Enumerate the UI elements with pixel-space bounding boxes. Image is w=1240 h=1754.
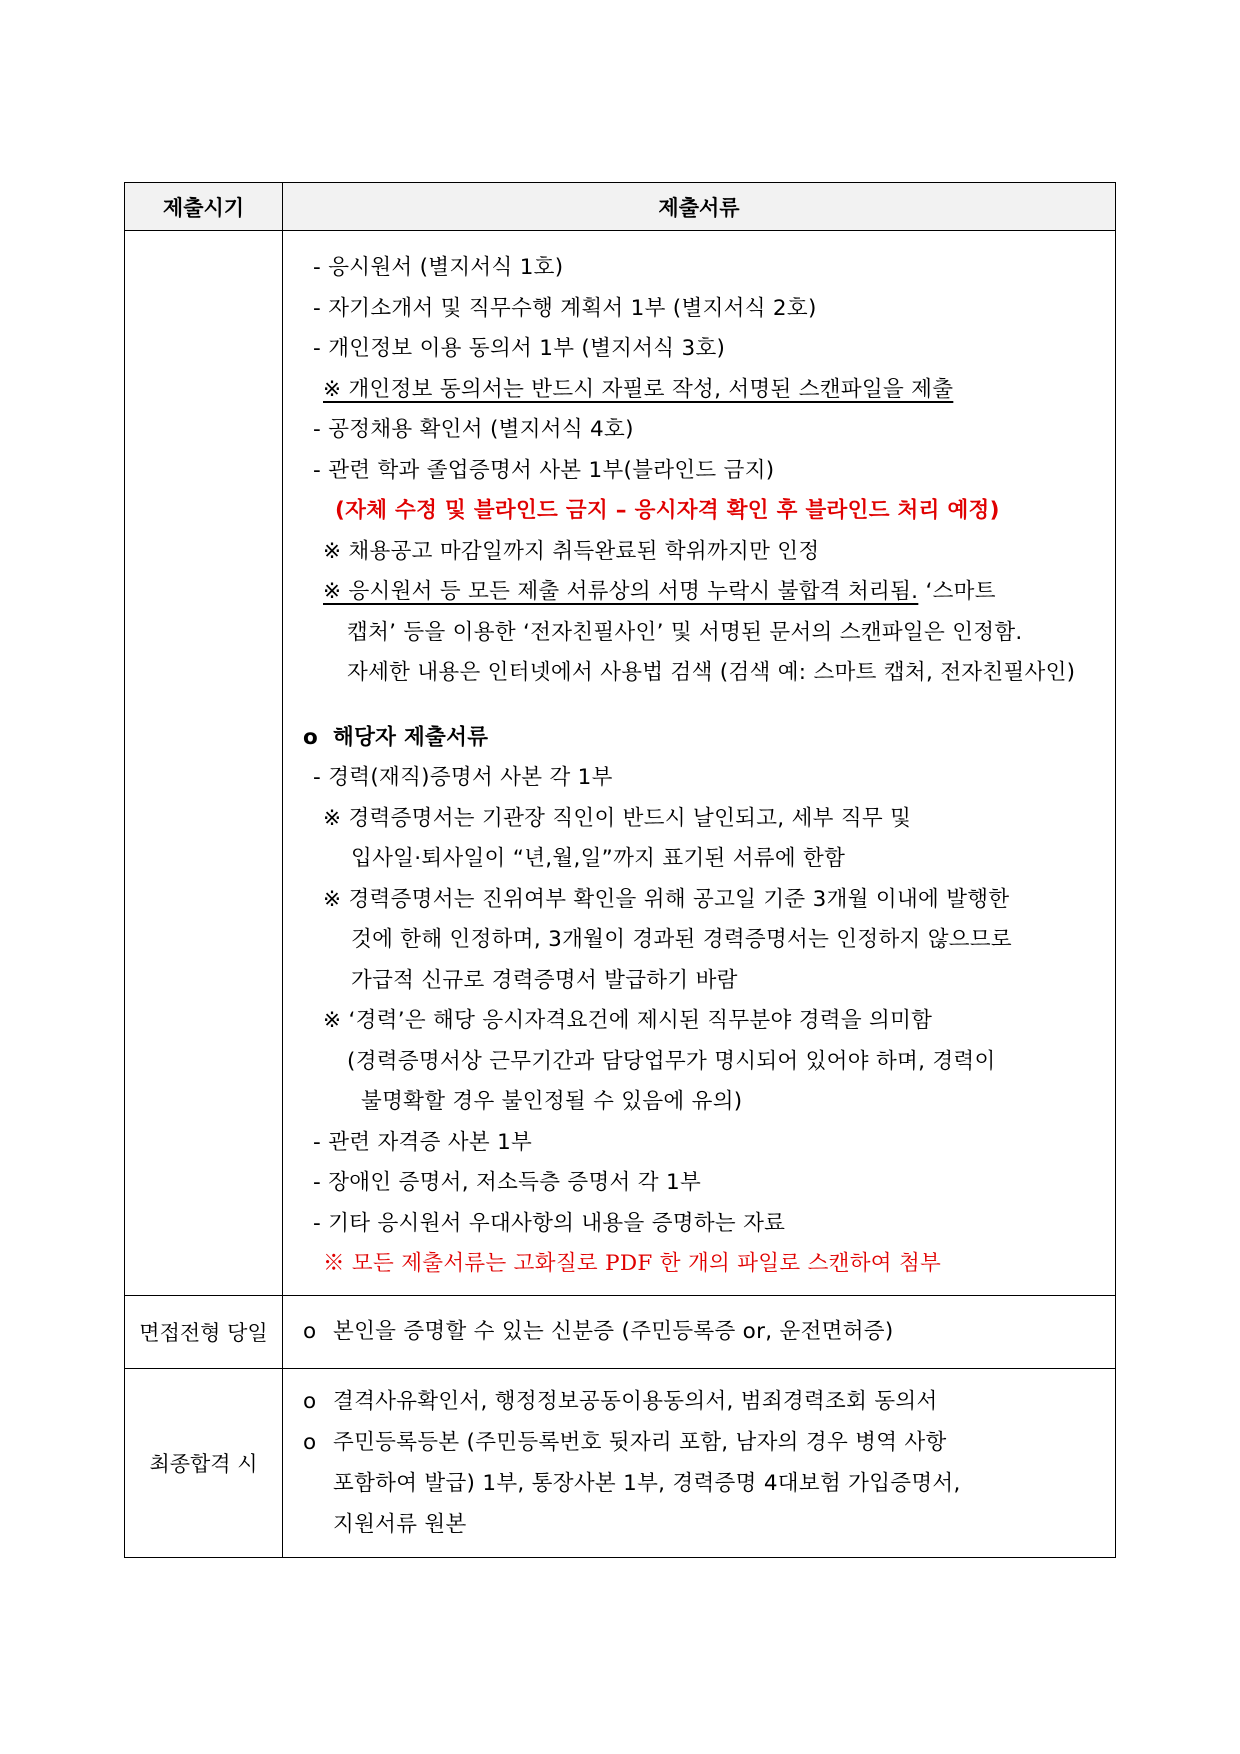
list-item xyxy=(303,1422,1115,1463)
note-item: ※ 채용공고 마감일까지 취득완료된 학위까지만 인정 xyxy=(323,538,820,564)
list-item xyxy=(303,1381,1115,1422)
list-item-text: 주민등록등본 (주민등록번호 뒷자리 포함, 남자의 경우 병역 사항 xyxy=(333,1429,947,1455)
note-item xyxy=(303,572,1115,613)
list-item-continuation: 지원서류 원본 xyxy=(333,1511,467,1537)
submission-documents-table xyxy=(124,182,1116,1558)
table-row-interview xyxy=(125,1295,1116,1368)
red-warning: (자체 수정 및 블라인드 금지 – 응시자격 확인 후 블라인드 처리 예정) xyxy=(335,498,1000,523)
section-heading-text: 해당자 제출서류 xyxy=(333,724,489,750)
list-item: - 자기소개서 및 직무수행 계획서 1부 (별지서식 2호) xyxy=(313,295,817,321)
bullet-circle-icon: o xyxy=(303,724,319,750)
interview-documents-cell xyxy=(283,1295,1116,1368)
list-item: - 관련 학과 졸업증명서 사본 1부(블라인드 금지) xyxy=(313,457,775,483)
application-documents-cell xyxy=(283,231,1116,1296)
note-continuation: 것에 한해 인정하며, 3개월이 경과된 경력증명서는 인정하지 않으므로 xyxy=(351,927,1012,952)
note-item: ※ ‘경력’은 해당 응시자격요건에 제시된 직무분야 경력을 의미함 xyxy=(323,1008,933,1033)
note-continuation: 불명확할 경우 불인정될 수 있음에 유의) xyxy=(361,1089,743,1114)
red-scan-notice: ※ 모든 제출서류는 고화질로 PDF 한 개의 파일로 스캔하여 첨부 xyxy=(323,1251,942,1276)
bullet-circle-icon: o xyxy=(303,1319,317,1344)
section-heading xyxy=(303,718,1115,759)
submission-time-interview: 면접전형 당일 xyxy=(125,1295,283,1368)
underlined-note: ※ 응시원서 등 모든 제출 서류상의 서명 누락시 불합격 처리됨. xyxy=(323,579,919,604)
list-item: - 관련 자격증 사본 1부 xyxy=(313,1129,533,1155)
note-item: ※ 경력증명서는 진위여부 확인을 위해 공고일 기준 3개월 이내에 발행한 xyxy=(323,886,1010,912)
list-item: - 응시원서 (별지서식 1호) xyxy=(313,255,564,280)
table-row-application xyxy=(125,231,1116,1296)
header-submission-documents: 제출서류 xyxy=(283,183,1116,231)
list-item: - 공정채용 확인서 (별지서식 4호) xyxy=(313,417,634,442)
note-continuation: 가급적 신규로 경력증명서 발급하기 바람 xyxy=(351,967,738,993)
note-item: ※ 경력증명서는 기관장 직인이 반드시 날인되고, 세부 직무 및 xyxy=(323,805,912,831)
table-row-final xyxy=(125,1368,1116,1557)
list-item: - 기타 응시원서 우대사항의 내용을 증명하는 자료 xyxy=(313,1210,786,1236)
underlined-note: ※ 개인정보 동의서는 반드시 자필로 작성, 서명된 스캔파일을 제출 xyxy=(323,376,954,402)
note-item xyxy=(303,370,1115,411)
note-continuation: 입사일·퇴사일이 “년,월,일”까지 표기된 서류에 한함 xyxy=(351,846,846,871)
list-item: - 경력(재직)증명서 사본 각 1부 xyxy=(313,765,613,790)
note-continuation: 캡처’ 등을 이용한 ‘전자친필사인’ 및 서명된 문서의 스캔파일은 인정함. xyxy=(347,619,1023,645)
submission-time-final: 최종합격 시 xyxy=(125,1368,283,1557)
table-header-row xyxy=(125,183,1116,231)
list-item-text: 결격사유확인서, 행정정보공동이용동의서, 범죄경력조회 동의서 xyxy=(333,1388,938,1414)
list-item-text: 본인을 증명할 수 있는 신분증 (주민등록증 or, 운전면허증) xyxy=(333,1319,894,1344)
note-continuation: ‘스마트 xyxy=(918,579,996,604)
list-item xyxy=(303,1311,1115,1352)
list-item: - 개인정보 이용 동의서 1부 (별지서식 3호) xyxy=(313,336,726,361)
note-continuation: 자세한 내용은 인터넷에서 사용법 검색 (검색 예: 스마트 캡처, 전자친필사인) xyxy=(347,660,1076,685)
header-submission-time: 제출시기 xyxy=(125,183,283,231)
list-item: - 장애인 증명서, 저소득층 증명서 각 1부 xyxy=(313,1170,702,1195)
list-item-continuation: 포함하여 발급) 1부, 통장사본 1부, 경력증명 4대보험 가입증명서, xyxy=(333,1470,961,1496)
bullet-circle-icon: o xyxy=(303,1388,317,1414)
note-continuation: (경력증명서상 근무기간과 담당업무가 명시되어 있어야 하며, 경력이 xyxy=(347,1048,996,1074)
submission-time-empty xyxy=(125,231,283,1296)
bullet-circle-icon: o xyxy=(303,1429,317,1455)
final-documents-cell xyxy=(283,1368,1116,1557)
